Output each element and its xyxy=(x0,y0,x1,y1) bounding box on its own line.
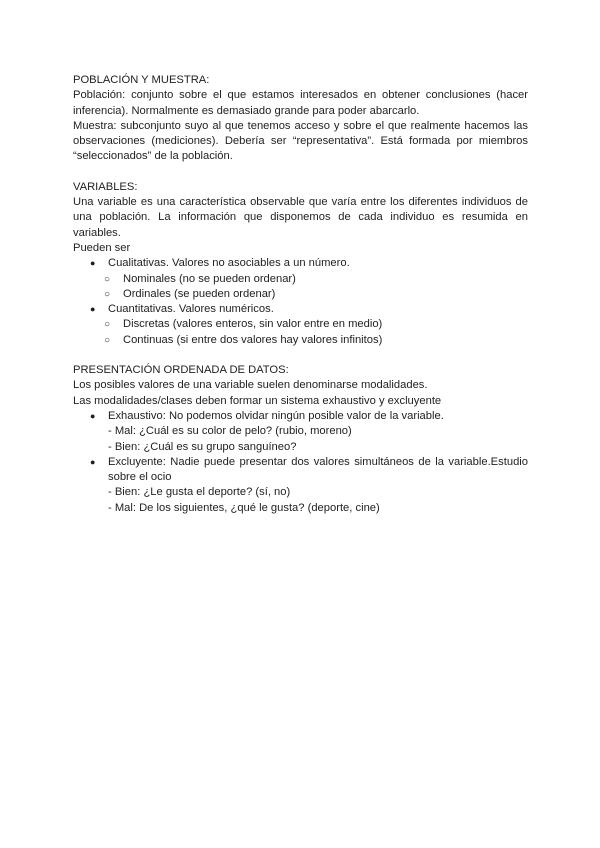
list-item-text: Nominales (no se pueden ordenar) xyxy=(123,272,296,285)
example-line: - Bien: ¿Cuál es su grupo sanguíneo? xyxy=(108,440,297,453)
criteria-list xyxy=(73,409,528,516)
list-item-text: Exhaustivo: No podemos olvidar ningún posible valor de la variable. xyxy=(108,409,444,422)
text-line: Población: conjunto sobre el que estamos interesados en obtener conclusiones (hacer xyxy=(73,89,528,102)
section-presentacion-datos xyxy=(73,363,528,516)
text-line: Una variable es una característica observable que varía entre los diferentes individuos de xyxy=(73,196,528,209)
section-heading: PRESENTACIÓN ORDENADA DE DATOS: xyxy=(73,364,289,377)
bullet-icon: ● xyxy=(90,304,96,315)
text-line: inferencia). Normalmente es demasiado grande para poder abarcarlo. xyxy=(73,104,420,117)
document-page xyxy=(73,73,528,516)
section-heading: VARIABLES: xyxy=(73,180,138,193)
example-line: - Bien: ¿Le gusta el deporte? (sí, no) xyxy=(108,486,291,499)
text-line: una población. La información que disponemos de cada individuo es resumida en variables. xyxy=(73,211,528,239)
bullet-icon: ● xyxy=(90,410,96,421)
paragraph-poblacion xyxy=(73,88,528,119)
paragraph-variables xyxy=(73,195,528,256)
circle-bullet-icon: ○ xyxy=(104,273,111,285)
list-item xyxy=(73,256,528,271)
section-poblacion-muestra xyxy=(73,73,528,165)
list-item-exhaustivo xyxy=(73,409,528,455)
bullet-icon: ● xyxy=(90,258,96,269)
text-line: Muestra: subconjunto suyo al que tenemos acceso y sobre el que realmente hacemos las xyxy=(73,119,528,132)
variable-types-list xyxy=(73,256,528,348)
text-line: observaciones (mediciones). Debería ser “representativa”. Está formada por miembros xyxy=(73,135,528,148)
list-item-text: Cualitativas. Valores no asociables a un número. xyxy=(108,257,350,270)
example-line: - Mal: De los siguientes, ¿qué le gusta? (deporte, cine) xyxy=(108,501,380,514)
list-item xyxy=(73,333,528,348)
list-item-text: Continuas (si entre dos valores hay valores infinitos) xyxy=(123,333,383,346)
text-line: “seleccionados” de la población. xyxy=(73,150,233,163)
list-item xyxy=(73,317,528,332)
paragraph-muestra xyxy=(73,119,528,165)
list-item-text: Discretas (valores enteros, sin valor entre en medio) xyxy=(123,318,383,331)
circle-bullet-icon: ○ xyxy=(104,334,111,346)
text-line: Pueden ser xyxy=(73,241,131,254)
text-line: Los posibles valores de una variable suelen denominarse modalidades. xyxy=(73,379,428,392)
section-variables xyxy=(73,180,528,348)
section-heading: POBLACIÓN Y MUESTRA: xyxy=(73,74,210,86)
bullet-icon: ● xyxy=(90,456,96,467)
list-item xyxy=(73,302,528,317)
circle-bullet-icon: ○ xyxy=(104,319,111,331)
circle-bullet-icon: ○ xyxy=(104,288,111,300)
list-item xyxy=(73,287,528,302)
example-line: - Mal: ¿Cuál es su color de pelo? (rubio, moreno) xyxy=(108,425,352,438)
list-item-text: sobre el ocio xyxy=(108,471,172,484)
text-line: Las modalidades/clases deben formar un sistema exhaustivo y excluyente xyxy=(73,394,442,407)
list-item xyxy=(73,272,528,287)
sublist xyxy=(73,317,528,348)
list-item-text: Ordinales (se pueden ordenar) xyxy=(123,287,276,300)
sublist xyxy=(73,272,528,303)
list-item-text: Cuantitativas. Valores numéricos. xyxy=(108,303,274,316)
list-item-excluyente xyxy=(73,455,528,516)
list-item-text: Excluyente: Nadie puede presentar dos valores simultáneos de la variable.Estudio xyxy=(108,455,528,468)
